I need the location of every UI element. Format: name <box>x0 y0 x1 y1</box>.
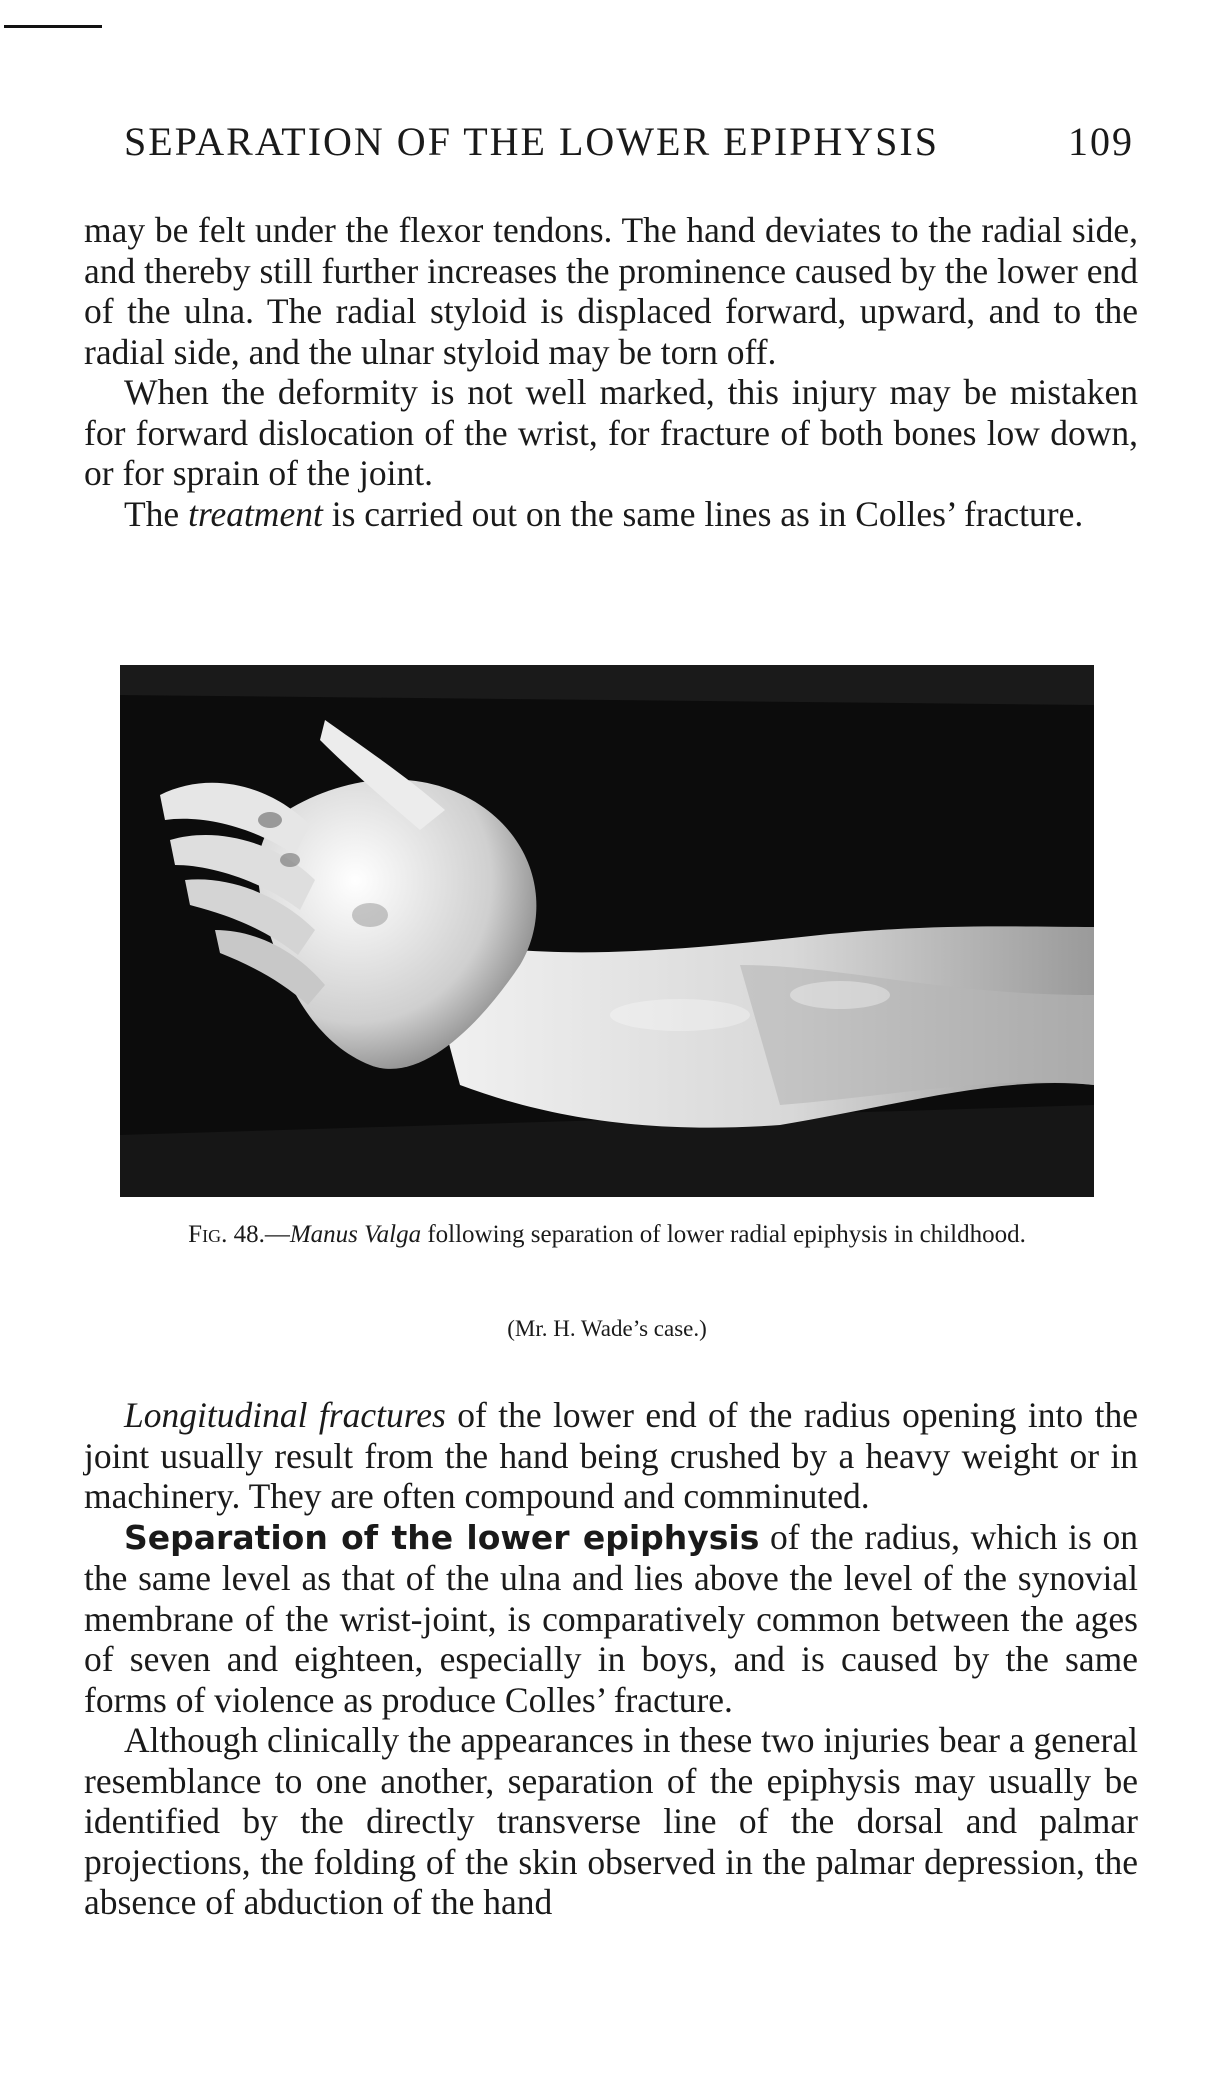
italic-term: Longitudinal fractures <box>124 1395 446 1435</box>
caption-dash: — <box>264 1221 290 1248</box>
text-block-bottom <box>84 1395 1138 1923</box>
paragraph-longitudinal <box>84 1395 1138 1517</box>
text-run: is carried out on the same lines as in Colles’ fracture. <box>322 493 1084 534</box>
figure-credit: (Mr. H. Wade’s case.) <box>507 1316 707 1341</box>
figure-label: Fig. 48. <box>188 1221 265 1248</box>
corner-mark <box>4 25 102 28</box>
text-run: of the lower end of the radius opening into the joint usually result from the hand being crushed by a heavy weight or in machinery. They are often compound and comminuted. <box>84 1395 1138 1516</box>
figure-photograph <box>120 665 1094 1197</box>
paragraph-separation <box>84 1517 1138 1721</box>
paragraph-continuation: may be felt under the flexor tendons. The hand deviates to the radial side, and thereby still further increases the prominence caused by the lower end of the ulna. The radial styloid is displaced forward, upward, and to the radial side, and the ulnar styloid may be torn off. <box>84 210 1138 372</box>
paragraph-clinical: Although clinically the appearances in these two injuries bear a general resemblance to one another, separation of the epiphysis may usually be identified by the directly transverse line of the dorsal and palmar projections, the folding of the skin observed in the palmar depression, the absence of abduction of the hand <box>84 1720 1138 1922</box>
figure-caption <box>120 1222 1094 1248</box>
text-block-top <box>84 210 1138 534</box>
running-header <box>124 118 1134 165</box>
header-title: SEPARATION OF THE LOWER EPIPHYSIS <box>124 119 939 164</box>
paragraph-treatment <box>84 494 1138 535</box>
page-number: 109 <box>1068 119 1134 164</box>
bold-heading: Separation of the lower epiphysis <box>124 1517 760 1557</box>
text-run: The <box>124 493 189 534</box>
caption-text: following separation of lower radial epiphysis in childhood. <box>421 1221 1026 1248</box>
text-run: of the radius, which is on the same level as that of the ulna and lies above the level of the synovial membrane of the wrist-joint, is comparatively common between the ages of seven and eighteen, especially in boys, and is caused by the same forms of violence as produce Colles’ fracture. <box>84 1516 1138 1720</box>
caption-term: Manus Valga <box>289 1221 422 1248</box>
paragraph-differential: When the deformity is not well marked, this injury may be mistaken for forward dislocation of the wrist, for fracture of both bones low down, or for sprain of the joint. <box>84 372 1138 493</box>
italic-term: treatment <box>188 493 323 534</box>
